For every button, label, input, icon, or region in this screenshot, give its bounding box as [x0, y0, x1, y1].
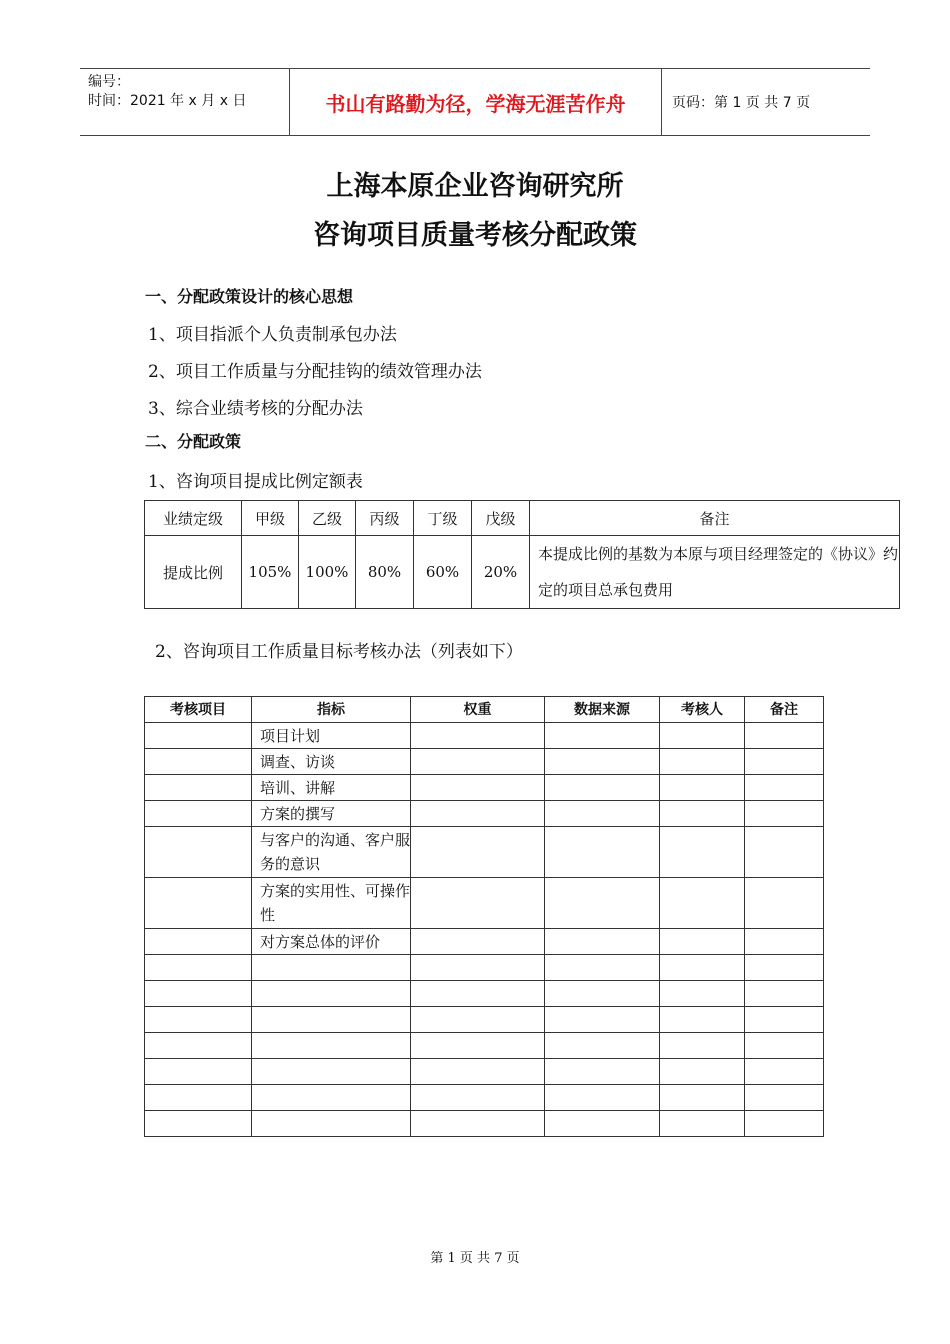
time-label: 时间：2021 年 x 月 x 日: [88, 93, 247, 109]
table-row: [145, 878, 824, 929]
eval-header-cell: 指标: [252, 697, 411, 723]
table-row: [145, 1111, 824, 1137]
table-row: [145, 1033, 824, 1059]
section1-heading: 一、分配政策设计的核心思想: [145, 287, 354, 306]
table-row: [145, 955, 824, 981]
header-motto: 书山有路勤为径，学海无涯苦作舟: [290, 69, 662, 136]
eval-indicator: 与客户的沟通、客户服务的意识: [252, 827, 411, 878]
section2-heading: 二、分配政策: [145, 432, 242, 451]
number-label: 编号：: [88, 74, 130, 90]
table-row: [145, 1007, 824, 1033]
header-meta: [80, 69, 290, 136]
section2-sub2: 2、咨询项目工作质量目标考核办法（列表如下）: [155, 642, 523, 662]
header-page-info: 页码：第 1 页 共 7 页: [672, 95, 811, 111]
eval-header-cell: 考核人: [660, 697, 745, 723]
quota-value-cell: 60%: [414, 536, 472, 609]
table-row: [145, 827, 824, 878]
page-footer: 第 1 页 共 7 页: [430, 1251, 520, 1266]
eval-header-cell: 数据来源: [545, 697, 660, 723]
org-title: 上海本原企业咨询研究所: [326, 171, 624, 202]
section1-item: 2、项目工作质量与分配挂钩的绩效管理办法: [148, 362, 482, 382]
quota-header-cell: 乙级: [299, 501, 356, 536]
table-row: [145, 801, 824, 827]
table-row: [145, 981, 824, 1007]
quota-value-cell: 100%: [299, 536, 356, 609]
eval-header-cell: 考核项目: [145, 697, 252, 723]
eval-indicator: 培训、讲解: [252, 775, 411, 801]
eval-indicator: 调查、访谈: [252, 749, 411, 775]
eval-indicator: 项目计划: [252, 723, 411, 749]
section1-item: 1、项目指派个人负责制承包办法: [148, 325, 397, 345]
eval-indicator: 方案的实用性、可操作性: [252, 878, 411, 929]
table-row: [145, 929, 824, 955]
table-row: [145, 775, 824, 801]
table-row: [145, 723, 824, 749]
table-row: [145, 1059, 824, 1085]
quota-note-cell: 本提成比例的基数为本原与项目经理签定的《协议》约定的项目总承包费用: [530, 536, 900, 609]
doc-title: 咨询项目质量考核分配政策: [313, 220, 637, 251]
quota-value-cell: 80%: [356, 536, 414, 609]
section2-sub1: 1、咨询项目提成比例定额表: [148, 472, 363, 492]
eval-header-cell: 备注: [745, 697, 824, 723]
quota-header-cell: 丁级: [414, 501, 472, 536]
eval-indicator: 方案的撰写: [252, 801, 411, 827]
quota-header-cell: 业绩定级: [145, 501, 242, 536]
quota-table: [144, 500, 900, 609]
quota-row-label: 提成比例: [145, 536, 242, 609]
quota-header-cell: 甲级: [242, 501, 299, 536]
eval-header-cell: 权重: [411, 697, 545, 723]
quota-value-cell: 105%: [242, 536, 299, 609]
quota-header-cell: 备注: [530, 501, 900, 536]
quota-header-cell: 丙级: [356, 501, 414, 536]
table-row: [145, 1085, 824, 1111]
quota-header-cell: 戊级: [472, 501, 530, 536]
eval-table: [144, 696, 824, 1137]
page-header: [80, 68, 870, 136]
quota-value-cell: 20%: [472, 536, 530, 609]
section1-item: 3、综合业绩考核的分配办法: [148, 399, 363, 419]
table-row: [145, 749, 824, 775]
eval-indicator: 对方案总体的评价: [252, 929, 411, 955]
